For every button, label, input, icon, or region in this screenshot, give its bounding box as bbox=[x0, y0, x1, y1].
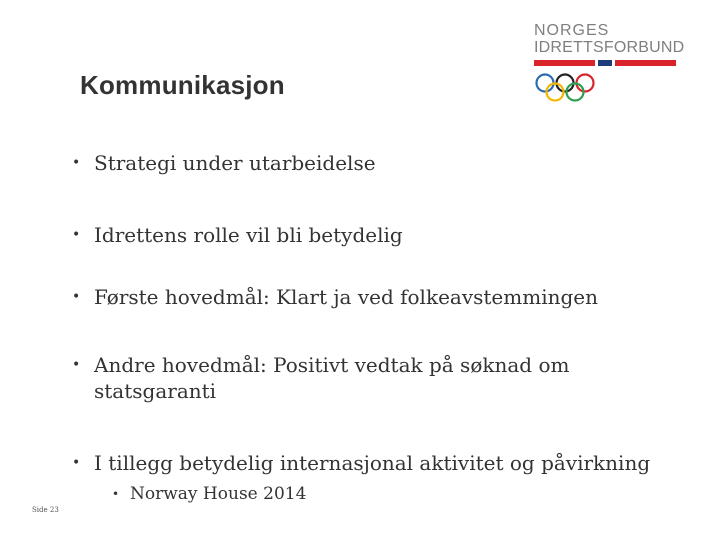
bullet-marker: • bbox=[72, 289, 81, 305]
bullet-marker: • bbox=[72, 455, 81, 471]
sub-bullet-item bbox=[112, 483, 306, 505]
bullet-text: Idrettens rolle vil bli betydelig bbox=[94, 223, 403, 247]
logo-line-1: NORGES bbox=[534, 22, 610, 39]
bullet-marker: • bbox=[72, 227, 81, 243]
bullet-item bbox=[72, 450, 692, 476]
logo-text bbox=[534, 22, 685, 56]
bullet-text: Strategi under utarbeidelse bbox=[94, 151, 376, 175]
bullet-text: Første hovedmål: Klart ja ved folkeavstemmingen bbox=[94, 285, 598, 309]
bullet-item bbox=[72, 150, 692, 176]
bullet-text: Andre hovedmål: Positivt vedtak på søknad om statsgaranti bbox=[94, 353, 570, 403]
flag-blue-segment bbox=[598, 60, 612, 66]
norges-idrettsforbund-logo bbox=[534, 22, 685, 106]
flag-red-segment bbox=[534, 60, 595, 66]
slide-number: Side 23 bbox=[32, 506, 59, 514]
bullet-marker: • bbox=[72, 357, 81, 373]
sub-bullet-text: Norway House 2014 bbox=[130, 484, 307, 504]
ring-black bbox=[557, 75, 574, 92]
norwegian-flag-stripe bbox=[534, 60, 676, 66]
bullet-marker: • bbox=[72, 155, 81, 171]
ring-blue bbox=[537, 75, 554, 92]
logo-line-2: IDRETTSFORBUND bbox=[534, 39, 685, 56]
bullet-marker: • bbox=[112, 487, 120, 501]
bullet-item bbox=[72, 352, 612, 404]
ring-red bbox=[577, 75, 594, 92]
bullet-item bbox=[72, 284, 692, 310]
flag-red-segment bbox=[615, 60, 676, 66]
ring-green bbox=[567, 84, 584, 101]
ring-yellow bbox=[547, 84, 564, 101]
slide-title: Kommunikasjon bbox=[80, 70, 285, 100]
olympic-rings-icon bbox=[534, 70, 604, 106]
bullet-item bbox=[72, 222, 692, 248]
bullet-text: I tillegg betydelig internasjonal aktivitet og påvirkning bbox=[94, 451, 651, 475]
